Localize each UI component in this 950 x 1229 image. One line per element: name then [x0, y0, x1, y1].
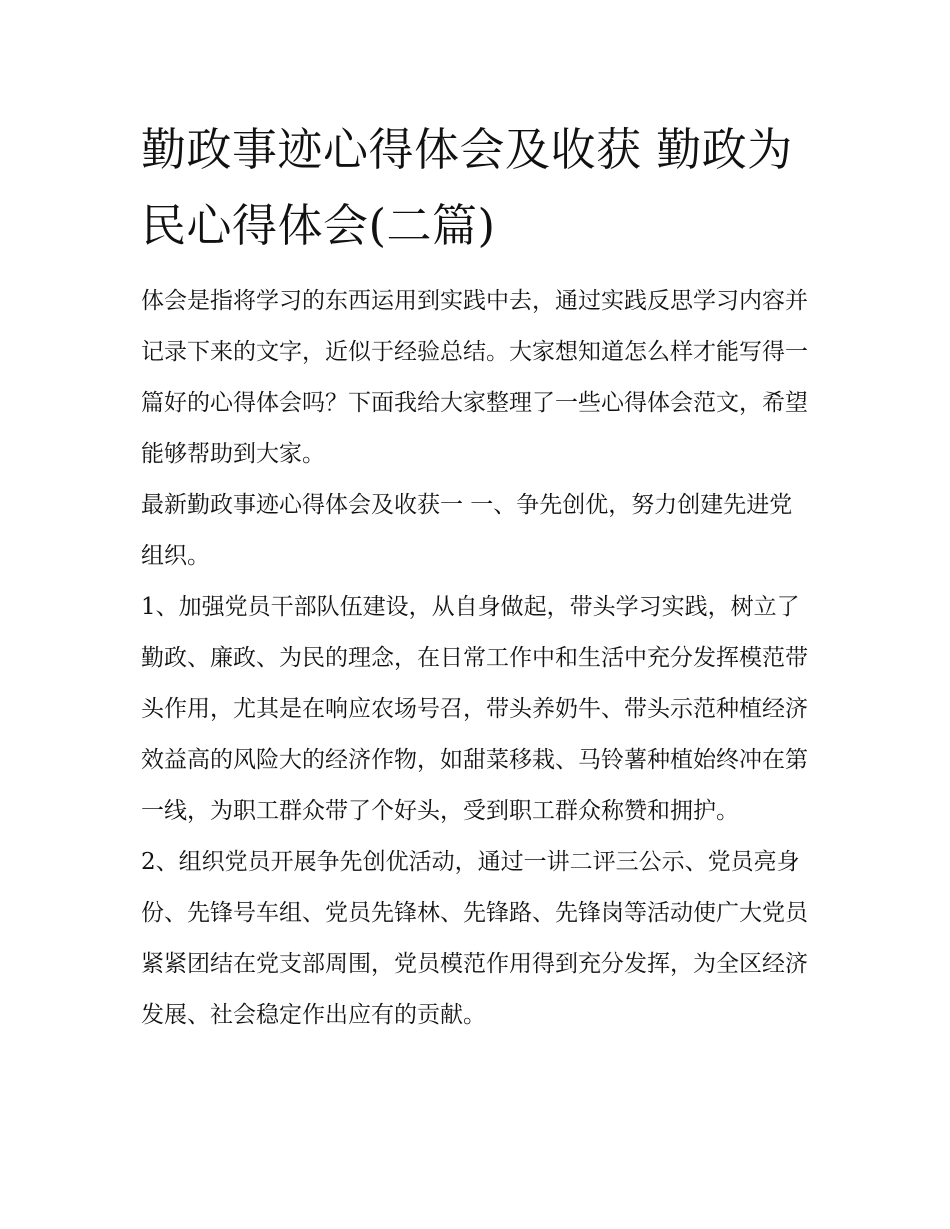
item-1-paragraph: 1、加强党员干部队伍建设，从自身做起，带头学习实践，树立了勤政、廉政、为民的理念，在日常工作中和生活中充分发挥模范带头作用，尤其是在响应农场号召，带头养奶牛、带头示范种植经济效益高的风险大的经济作物，如甜菜移栽、马铃薯种植始终冲在第一线，为职工群众带了个好头，受到职工群众称赞和拥护。	[141, 594, 808, 824]
document-title: 勤政事迹心得体会及收获 勤政为民心得体会(二篇)	[141, 123, 793, 252]
section-heading-paragraph: 最新勤政事迹心得体会及收获一 一、争先创优，努力创建先进党组织。	[141, 492, 793, 569]
item-2-paragraph: 2、组织党员开展争先创优活动，通过一讲二评三公示、党员亮身份、先锋号车组、党员先锋林、先锋路、先锋岗等活动使广大党员紧紧团结在党支部周围，党员模范作用得到充分发挥，为全区经济发展、社会稳定作出应有的贡献。	[141, 849, 808, 1028]
document-body	[141, 112, 813, 1041]
intro-paragraph: 体会是指将学习的东西运用到实践中去，通过实践反思学习内容并记录下来的文字，近似于经验总结。大家想知道怎么样才能写得一篇好的心得体会吗？下面我给大家整理了一些心得体会范文，希望能够帮助到大家。	[141, 288, 808, 467]
